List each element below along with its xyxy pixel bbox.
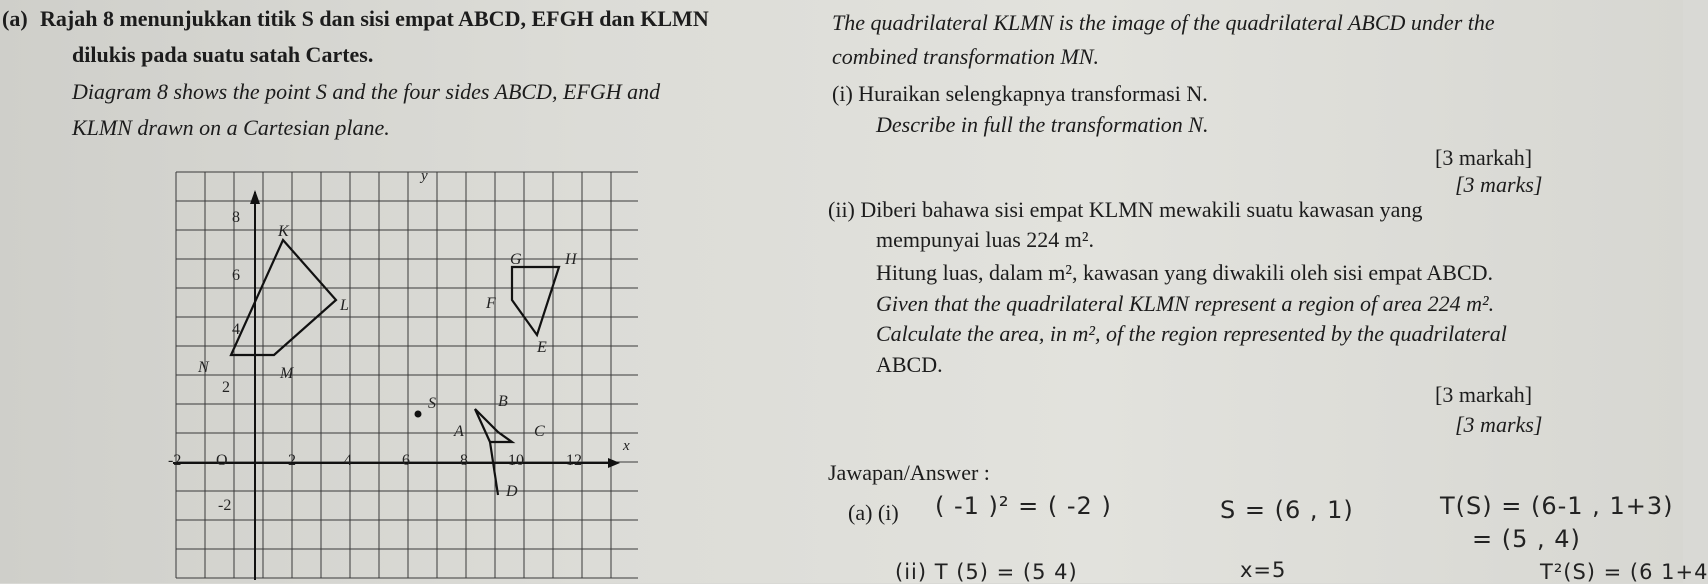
y-axis-arrow xyxy=(250,190,260,204)
label-b: B xyxy=(498,393,508,410)
label-g: G xyxy=(510,251,522,268)
x-tick-10: 10 xyxy=(508,452,524,469)
handwritten-line3-a: (ii) T (5) = (5 4) xyxy=(895,560,1078,584)
marks-en-2: [3 marks] xyxy=(1455,412,1543,437)
x-tick-2: 2 xyxy=(288,452,296,469)
y-tick-4: 4 xyxy=(232,321,240,338)
quadrilateral-klmn xyxy=(231,240,336,355)
x-axis-arrow xyxy=(608,458,620,468)
grid xyxy=(176,172,638,578)
answer-prefix: (a) (i) xyxy=(848,500,899,525)
q2-ms-line3: Hitung luas, dalam m², kawasan yang diwakili oleh sisi empat ABCD. xyxy=(876,260,1494,285)
q2-en-line3: ABCD. xyxy=(876,352,943,377)
quadrilateral-efgh xyxy=(512,267,559,335)
x-tick-12: 12 xyxy=(566,452,582,469)
label-s: S xyxy=(428,395,436,412)
y-tick-6: 6 xyxy=(232,267,240,284)
q2-ms-line1: (ii) Diberi bahawa sisi empat KLMN mewakili suatu kawasan yang xyxy=(828,197,1423,222)
x-tick-origin: O xyxy=(216,452,228,469)
label-n: N xyxy=(198,359,209,376)
label-d: D xyxy=(506,483,518,500)
x-tick-neg2: -2 xyxy=(168,452,182,469)
y-tick-neg2: -2 xyxy=(218,497,232,514)
label-m: M xyxy=(280,365,294,382)
cartesian-diagram xyxy=(168,160,658,583)
y-tick-8: 8 xyxy=(232,209,240,226)
y-axis-label: y xyxy=(421,168,428,184)
label-k: K xyxy=(278,223,289,240)
handwritten-point-s: S = (6 , 1) xyxy=(1220,496,1354,524)
q2-ms-line2: mempunyai luas 224 m². xyxy=(876,227,1095,252)
marks-ms-2: [3 markah] xyxy=(1435,382,1533,407)
label-l: L xyxy=(340,297,349,314)
right-intro-line2: combined transformation MN. xyxy=(832,44,1100,69)
handwritten-line3-b: x=5 xyxy=(1240,558,1287,582)
q2-en-line1: Given that the quadrilateral KLMN represent a region of area 224 m². xyxy=(876,291,1495,316)
segment-cd xyxy=(490,442,498,495)
label-h: H xyxy=(565,251,577,268)
question-label: (a) xyxy=(2,6,28,31)
x-tick-4: 4 xyxy=(344,452,352,469)
q1-ms: (i) Huraikan selengkapnya transformasi N. xyxy=(832,81,1208,106)
label-f: F xyxy=(486,295,496,312)
quadrilateral-abcd xyxy=(475,409,512,442)
intro-ms-line2: dilukis pada suatu satah Cartes. xyxy=(72,42,374,67)
q1-en: Describe in full the transformation N. xyxy=(876,112,1209,137)
label-e: E xyxy=(537,339,547,356)
handwritten-translation-result: = (5 , 4) xyxy=(1472,525,1581,553)
answer-label: Jawapan/Answer : xyxy=(828,460,990,485)
point-s-marker xyxy=(415,411,422,418)
label-a: A xyxy=(454,423,464,440)
handwritten-line3-c: T²(S) = (6 1+4 xyxy=(1540,560,1708,584)
handwritten-matrix-square: ( -1 )² = ( -2 ) xyxy=(935,492,1112,520)
label-c: C xyxy=(534,423,545,440)
marks-en-1: [3 marks] xyxy=(1455,172,1543,197)
right-intro-line1: The quadrilateral KLMN is the image of the quadrilateral ABCD under the xyxy=(832,10,1495,35)
handwritten-translation: T(S) = (6-1 , 1+3) xyxy=(1440,492,1674,520)
x-tick-6: 6 xyxy=(402,452,410,469)
x-axis-label: x xyxy=(623,438,630,454)
intro-ms-line1: Rajah 8 menunjukkan titik S dan sisi empat ABCD, EFGH dan KLMN xyxy=(40,6,709,31)
marks-ms-1: [3 markah] xyxy=(1435,145,1533,170)
x-tick-8: 8 xyxy=(460,452,468,469)
intro-en-line2: KLMN drawn on a Cartesian plane. xyxy=(72,115,390,140)
y-tick-2: 2 xyxy=(222,379,230,396)
axes xyxy=(173,192,608,580)
q2-en-line2: Calculate the area, in m², of the region represented by the quadrilateral xyxy=(876,321,1507,346)
intro-en-line1: Diagram 8 shows the point S and the four sides ABCD, EFGH and xyxy=(72,79,661,104)
